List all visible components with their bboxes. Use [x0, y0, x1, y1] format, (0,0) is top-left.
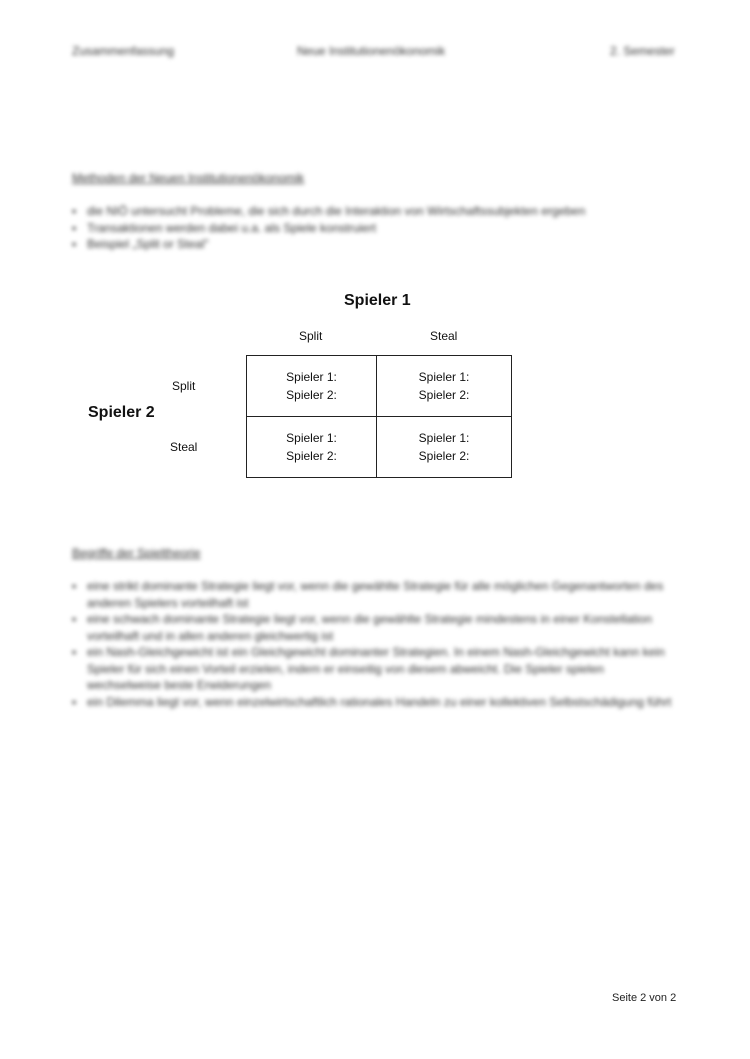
payoff-matrix [246, 355, 512, 478]
payoff-cell-split-steal [377, 356, 511, 417]
payoff-line-player1: Spieler 1: [418, 370, 470, 384]
section-terms-title: Begriffe der Spieltheorie [72, 546, 201, 560]
list-item: ▪ eine schwach dominante Strategie liegt vor, wenn die gewählte Strategie mindestens in einer Konstellation vorteilhaft und in allen anderen gleichwertig ist [72, 611, 672, 644]
list-item: ▪ Beispiel „Split or Steal" [72, 236, 672, 253]
player1-title: Spieler 1 [344, 292, 411, 309]
row-steal-label: Steal [170, 440, 198, 454]
list-item: ▪ ein Dilemma liegt vor, wenn einzelwirtschaftlich rationales Handeln zu einer kollektiven Selbstschädigung führt [72, 694, 672, 711]
list-item: ▪ die NIÖ untersucht Probleme, die sich durch die Interaktion von Wirtschaftssubjekten ergeben [72, 203, 672, 220]
column-split-label: Split [299, 329, 323, 343]
payoff-cell-steal-split [247, 417, 377, 477]
header-left: Zusammenfassung [72, 44, 175, 58]
list-item: ▪ Transaktionen werden dabei u.a. als Spiele konstruiert [72, 220, 672, 237]
player2-title: Spieler 2 [88, 404, 155, 421]
header-right: 2. Semester [610, 44, 675, 58]
payoff-cell-split-split [247, 356, 377, 417]
payoff-line-player1: Spieler 1: [286, 370, 337, 384]
payoff-line-player2: Spieler 2: [286, 388, 337, 402]
column-steal-label: Steal [430, 329, 458, 343]
payoff-line-player2: Spieler 2: [418, 449, 470, 463]
list-item: ▪ eine strikt dominante Strategie liegt vor, wenn die gewählte Strategie für alle möglichen Gegenantworten des anderen Spielers vorteilhaft ist [72, 578, 672, 611]
terms-list [72, 578, 672, 710]
header-center: Neue Institutionenökonomik [297, 44, 446, 58]
payoff-cell-steal-steal [377, 417, 511, 477]
payoff-line-player1: Spieler 1: [418, 431, 470, 445]
row-split-label: Split [172, 379, 196, 393]
payoff-line-player2: Spieler 2: [418, 388, 470, 402]
methods-list [72, 203, 672, 253]
payoff-line-player1: Spieler 1: [286, 431, 337, 445]
list-item: ▪ ein Nash-Gleichgewicht ist ein Gleichgewicht dominanter Strategien. In einem Nash-Gleichgewicht kann kein Spieler für sich einen Vorteil erzielen, indem er einseitig von diesem abweicht. Die Spieler spielen wechselweise beste Erwiderungen [72, 644, 672, 694]
section-methods-title: Methoden der Neuen Institutionenökonomik [72, 171, 305, 185]
payoff-line-player2: Spieler 2: [286, 449, 337, 463]
page-number: Seite 2 von 2 [612, 992, 677, 1004]
